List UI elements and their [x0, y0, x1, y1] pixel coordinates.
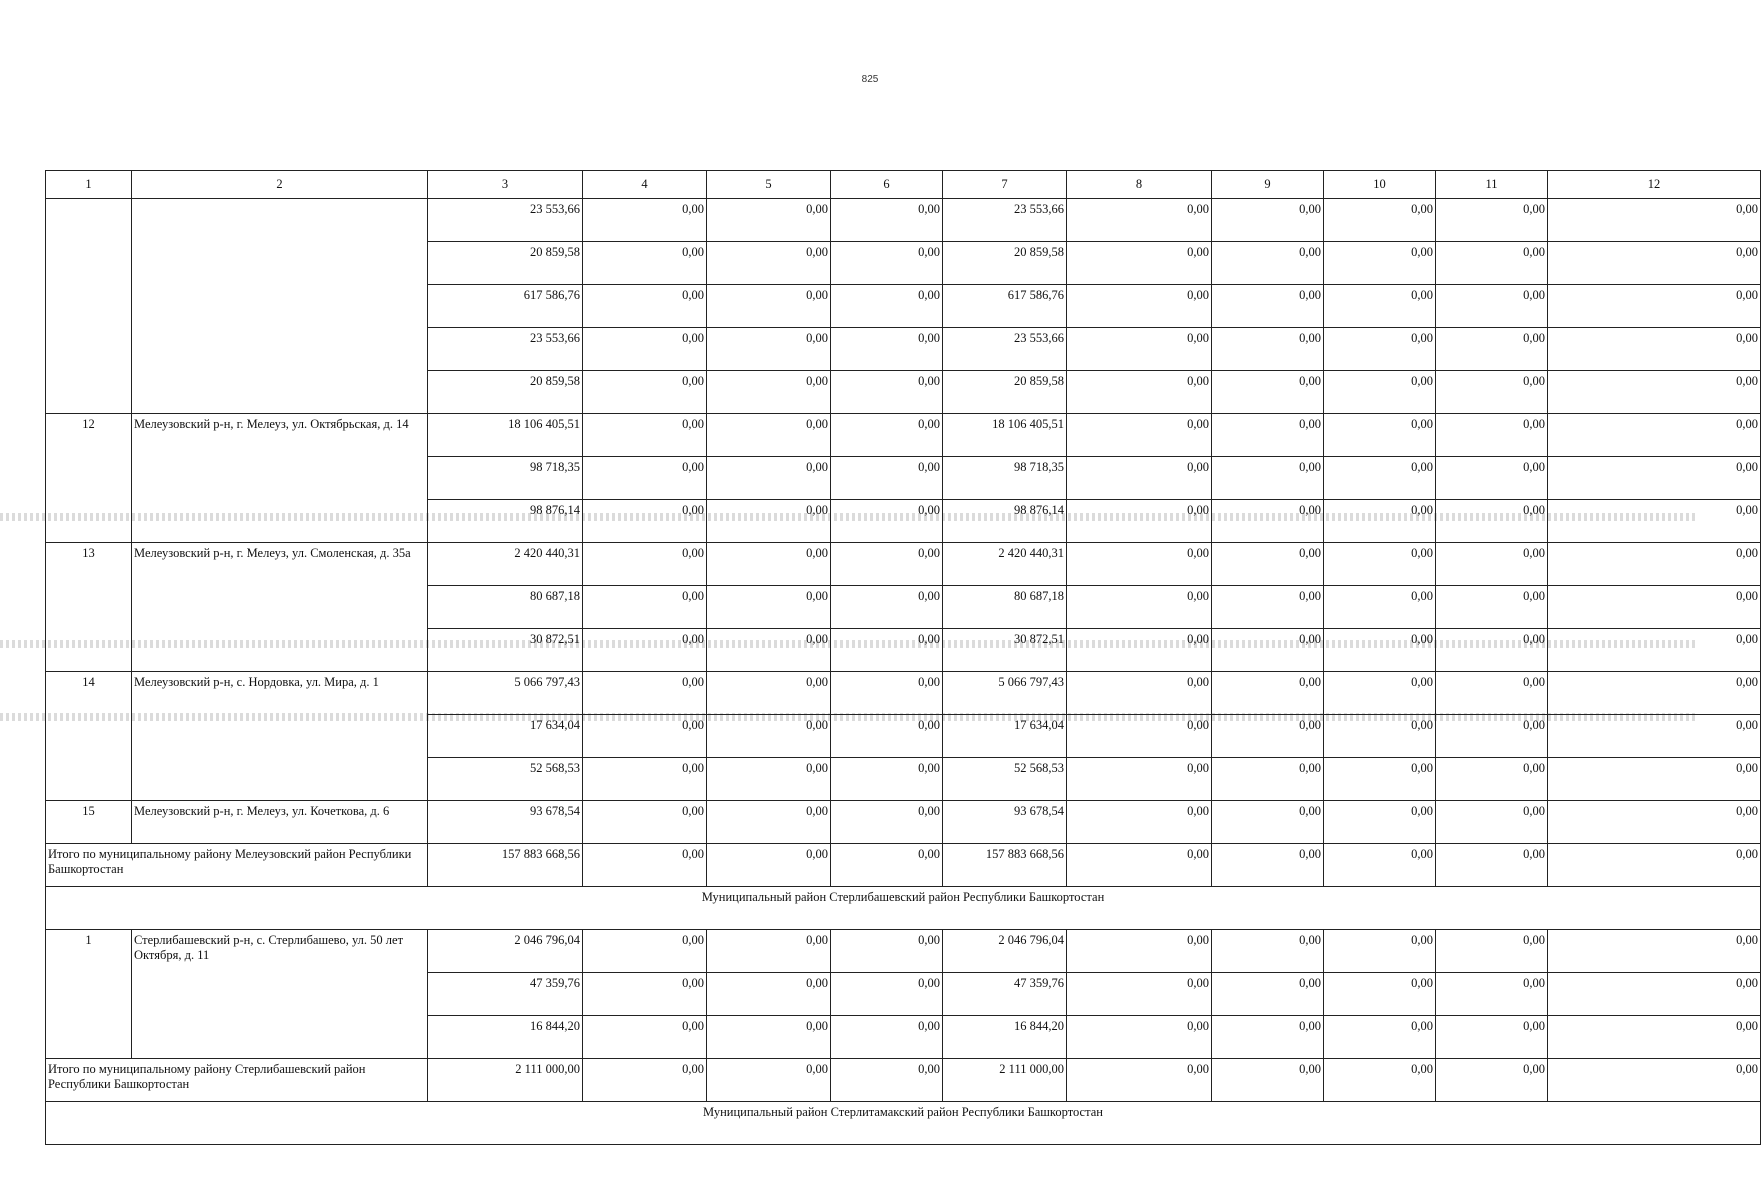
value-cell-col-11: 0,00 — [1436, 801, 1548, 844]
value-cell-col-3: 2 111 000,00 — [428, 1059, 583, 1102]
value-cell-col-4: 0,00 — [583, 371, 707, 414]
value-cell-col-6: 0,00 — [831, 328, 943, 371]
address-cell: Стерлибашевский р-н, с. Стерлибашево, ул. 50 лет Октября, д. 11 — [132, 930, 428, 1059]
value-cell-col-3: 30 872,51 — [428, 629, 583, 672]
column-header-1: 1 — [46, 171, 132, 199]
value-cell-col-6: 0,00 — [831, 930, 943, 973]
value-cell-col-6: 0,00 — [831, 285, 943, 328]
value-cell-col-8: 0,00 — [1067, 371, 1212, 414]
value-cell-col-3: 98 718,35 — [428, 457, 583, 500]
value-cell-col-8: 0,00 — [1067, 973, 1212, 1016]
value-cell-col-8: 0,00 — [1067, 844, 1212, 887]
value-cell-col-3: 98 876,14 — [428, 500, 583, 543]
value-cell-col-8: 0,00 — [1067, 930, 1212, 973]
value-cell-col-8: 0,00 — [1067, 457, 1212, 500]
row-number: 15 — [46, 801, 132, 844]
value-cell-col-7: 2 420 440,31 — [943, 543, 1067, 586]
value-cell-col-12: 0,00 — [1548, 672, 1761, 715]
value-cell-col-9: 0,00 — [1212, 672, 1324, 715]
value-cell-col-8: 0,00 — [1067, 629, 1212, 672]
value-cell-col-12: 0,00 — [1548, 414, 1761, 457]
value-cell-col-6: 0,00 — [831, 629, 943, 672]
value-cell-col-5: 0,00 — [707, 285, 831, 328]
value-cell-col-12: 0,00 — [1548, 371, 1761, 414]
value-cell-col-5: 0,00 — [707, 672, 831, 715]
value-cell-col-3: 16 844,20 — [428, 1016, 583, 1059]
value-cell-col-4: 0,00 — [583, 457, 707, 500]
value-cell-col-12: 0,00 — [1548, 457, 1761, 500]
section-title: Муниципальный район Стерлибашевский район Республики Башкортостан — [46, 887, 1761, 930]
value-cell-col-12: 0,00 — [1548, 715, 1761, 758]
value-cell-col-5: 0,00 — [707, 500, 831, 543]
value-cell-col-6: 0,00 — [831, 543, 943, 586]
value-cell-col-6: 0,00 — [831, 801, 943, 844]
value-cell-col-6: 0,00 — [831, 672, 943, 715]
value-cell-col-10: 0,00 — [1324, 758, 1436, 801]
value-cell-col-4: 0,00 — [583, 586, 707, 629]
value-cell-col-5: 0,00 — [707, 758, 831, 801]
value-cell-col-7: 20 859,58 — [943, 371, 1067, 414]
value-cell-col-9: 0,00 — [1212, 328, 1324, 371]
address-cell: Мелеузовский р-н, г. Мелеуз, ул. Смоленская, д. 35а — [132, 543, 428, 672]
value-cell-col-9: 0,00 — [1212, 930, 1324, 973]
column-header-4: 4 — [583, 171, 707, 199]
value-cell-col-10: 0,00 — [1324, 930, 1436, 973]
value-cell-col-9: 0,00 — [1212, 457, 1324, 500]
value-cell-col-3: 5 066 797,43 — [428, 672, 583, 715]
value-cell-col-10: 0,00 — [1324, 285, 1436, 328]
value-cell-col-6: 0,00 — [831, 1059, 943, 1102]
value-cell-col-9: 0,00 — [1212, 844, 1324, 887]
value-cell-col-11: 0,00 — [1436, 758, 1548, 801]
value-cell-col-6: 0,00 — [831, 371, 943, 414]
value-cell-col-8: 0,00 — [1067, 1016, 1212, 1059]
value-cell-col-11: 0,00 — [1436, 973, 1548, 1016]
value-cell-col-5: 0,00 — [707, 844, 831, 887]
value-cell-col-7: 157 883 668,56 — [943, 844, 1067, 887]
value-cell-col-7: 23 553,66 — [943, 199, 1067, 242]
value-cell-col-5: 0,00 — [707, 586, 831, 629]
value-cell-col-8: 0,00 — [1067, 715, 1212, 758]
value-cell-col-12: 0,00 — [1548, 1059, 1761, 1102]
value-cell-col-7: 23 553,66 — [943, 328, 1067, 371]
value-cell-col-11: 0,00 — [1436, 414, 1548, 457]
value-cell-col-11: 0,00 — [1436, 457, 1548, 500]
value-cell-col-10: 0,00 — [1324, 629, 1436, 672]
value-cell-col-11: 0,00 — [1436, 543, 1548, 586]
value-cell-col-5: 0,00 — [707, 242, 831, 285]
value-cell-col-7: 80 687,18 — [943, 586, 1067, 629]
value-cell-col-6: 0,00 — [831, 242, 943, 285]
value-cell-col-10: 0,00 — [1324, 586, 1436, 629]
section-title: Муниципальный район Стерлитамакский район Республики Башкортостан — [46, 1102, 1761, 1145]
value-cell-col-4: 0,00 — [583, 1016, 707, 1059]
value-cell-col-9: 0,00 — [1212, 1016, 1324, 1059]
value-cell-col-4: 0,00 — [583, 758, 707, 801]
value-cell-col-8: 0,00 — [1067, 328, 1212, 371]
value-cell-col-10: 0,00 — [1324, 973, 1436, 1016]
value-cell-col-9: 0,00 — [1212, 500, 1324, 543]
value-cell-col-11: 0,00 — [1436, 328, 1548, 371]
value-cell-col-9: 0,00 — [1212, 586, 1324, 629]
value-cell-col-12: 0,00 — [1548, 586, 1761, 629]
value-cell-col-12: 0,00 — [1548, 801, 1761, 844]
value-cell-col-8: 0,00 — [1067, 672, 1212, 715]
section-header-row — [46, 1102, 1761, 1145]
total-label: Итого по муниципальному району Мелеузовский район Республики Башкортостан — [46, 844, 428, 887]
value-cell-col-6: 0,00 — [831, 500, 943, 543]
value-cell-col-6: 0,00 — [831, 414, 943, 457]
value-cell-col-11: 0,00 — [1436, 586, 1548, 629]
value-cell-col-4: 0,00 — [583, 543, 707, 586]
value-cell-col-11: 0,00 — [1436, 242, 1548, 285]
value-cell-col-9: 0,00 — [1212, 543, 1324, 586]
value-cell-col-4: 0,00 — [583, 414, 707, 457]
value-cell-col-7: 98 718,35 — [943, 457, 1067, 500]
value-cell-col-7: 93 678,54 — [943, 801, 1067, 844]
value-cell-col-4: 0,00 — [583, 715, 707, 758]
value-cell-col-5: 0,00 — [707, 457, 831, 500]
value-cell-col-10: 0,00 — [1324, 844, 1436, 887]
value-cell-col-6: 0,00 — [831, 586, 943, 629]
total-label: Итого по муниципальному району Стерлибашевский район Республики Башкортостан — [46, 1059, 428, 1102]
value-cell-col-8: 0,00 — [1067, 414, 1212, 457]
value-cell-col-10: 0,00 — [1324, 371, 1436, 414]
value-cell-col-7: 30 872,51 — [943, 629, 1067, 672]
value-cell-col-4: 0,00 — [583, 328, 707, 371]
column-header-7: 7 — [943, 171, 1067, 199]
column-header-11: 11 — [1436, 171, 1548, 199]
value-cell-col-3: 20 859,58 — [428, 242, 583, 285]
value-cell-col-8: 0,00 — [1067, 500, 1212, 543]
value-cell-col-4: 0,00 — [583, 629, 707, 672]
value-cell-col-11: 0,00 — [1436, 199, 1548, 242]
address-cell: Мелеузовский р-н, с. Нордовка, ул. Мира, д. 1 — [132, 672, 428, 801]
value-cell-col-10: 0,00 — [1324, 543, 1436, 586]
budget-table — [45, 170, 1761, 1145]
value-cell-col-9: 0,00 — [1212, 199, 1324, 242]
value-cell-col-4: 0,00 — [583, 844, 707, 887]
value-cell-col-11: 0,00 — [1436, 629, 1548, 672]
value-cell-col-9: 0,00 — [1212, 242, 1324, 285]
address-cell — [132, 199, 428, 414]
value-cell-col-3: 23 553,66 — [428, 328, 583, 371]
value-cell-col-8: 0,00 — [1067, 758, 1212, 801]
total-row — [46, 844, 1761, 887]
value-cell-col-3: 2 420 440,31 — [428, 543, 583, 586]
section-header-row — [46, 887, 1761, 930]
value-cell-col-11: 0,00 — [1436, 285, 1548, 328]
value-cell-col-4: 0,00 — [583, 500, 707, 543]
value-cell-col-8: 0,00 — [1067, 242, 1212, 285]
value-cell-col-4: 0,00 — [583, 242, 707, 285]
value-cell-col-9: 0,00 — [1212, 371, 1324, 414]
value-cell-col-5: 0,00 — [707, 629, 831, 672]
value-cell-col-12: 0,00 — [1548, 1016, 1761, 1059]
value-cell-col-10: 0,00 — [1324, 500, 1436, 543]
value-cell-col-7: 98 876,14 — [943, 500, 1067, 543]
value-cell-col-5: 0,00 — [707, 414, 831, 457]
value-cell-col-5: 0,00 — [707, 1016, 831, 1059]
value-cell-col-11: 0,00 — [1436, 844, 1548, 887]
table-row — [46, 672, 1761, 715]
table-row — [46, 199, 1761, 242]
column-header-10: 10 — [1324, 171, 1436, 199]
table-body — [46, 199, 1761, 1145]
value-cell-col-4: 0,00 — [583, 672, 707, 715]
value-cell-col-3: 17 634,04 — [428, 715, 583, 758]
value-cell-col-12: 0,00 — [1548, 930, 1761, 973]
value-cell-col-5: 0,00 — [707, 328, 831, 371]
value-cell-col-10: 0,00 — [1324, 801, 1436, 844]
column-header-2: 2 — [132, 171, 428, 199]
value-cell-col-6: 0,00 — [831, 758, 943, 801]
value-cell-col-4: 0,00 — [583, 199, 707, 242]
value-cell-col-12: 0,00 — [1548, 285, 1761, 328]
value-cell-col-11: 0,00 — [1436, 715, 1548, 758]
value-cell-col-11: 0,00 — [1436, 672, 1548, 715]
value-cell-col-5: 0,00 — [707, 543, 831, 586]
value-cell-col-4: 0,00 — [583, 285, 707, 328]
value-cell-col-10: 0,00 — [1324, 1059, 1436, 1102]
value-cell-col-7: 2 111 000,00 — [943, 1059, 1067, 1102]
value-cell-col-5: 0,00 — [707, 930, 831, 973]
value-cell-col-10: 0,00 — [1324, 414, 1436, 457]
value-cell-col-4: 0,00 — [583, 1059, 707, 1102]
value-cell-col-8: 0,00 — [1067, 1059, 1212, 1102]
value-cell-col-10: 0,00 — [1324, 1016, 1436, 1059]
value-cell-col-7: 47 359,76 — [943, 973, 1067, 1016]
value-cell-col-9: 0,00 — [1212, 758, 1324, 801]
value-cell-col-7: 20 859,58 — [943, 242, 1067, 285]
row-number: 13 — [46, 543, 132, 672]
table-row — [46, 543, 1761, 586]
table-row — [46, 414, 1761, 457]
value-cell-col-7: 5 066 797,43 — [943, 672, 1067, 715]
table-row — [46, 930, 1761, 973]
budget-table-container — [45, 170, 1758, 1145]
value-cell-col-3: 157 883 668,56 — [428, 844, 583, 887]
value-cell-col-10: 0,00 — [1324, 242, 1436, 285]
value-cell-col-12: 0,00 — [1548, 758, 1761, 801]
value-cell-col-9: 0,00 — [1212, 629, 1324, 672]
value-cell-col-12: 0,00 — [1548, 844, 1761, 887]
page-number: 825 — [861, 74, 879, 85]
row-number: 14 — [46, 672, 132, 801]
value-cell-col-6: 0,00 — [831, 844, 943, 887]
value-cell-col-3: 617 586,76 — [428, 285, 583, 328]
value-cell-col-9: 0,00 — [1212, 414, 1324, 457]
address-cell: Мелеузовский р-н, г. Мелеуз, ул. Кочеткова, д. 6 — [132, 801, 428, 844]
value-cell-col-3: 93 678,54 — [428, 801, 583, 844]
address-cell: Мелеузовский р-н, г. Мелеуз, ул. Октябрьская, д. 14 — [132, 414, 428, 543]
value-cell-col-7: 52 568,53 — [943, 758, 1067, 801]
value-cell-col-12: 0,00 — [1548, 500, 1761, 543]
value-cell-col-6: 0,00 — [831, 1016, 943, 1059]
value-cell-col-7: 18 106 405,51 — [943, 414, 1067, 457]
value-cell-col-12: 0,00 — [1548, 543, 1761, 586]
value-cell-col-10: 0,00 — [1324, 715, 1436, 758]
value-cell-col-9: 0,00 — [1212, 285, 1324, 328]
value-cell-col-5: 0,00 — [707, 801, 831, 844]
value-cell-col-12: 0,00 — [1548, 328, 1761, 371]
value-cell-col-8: 0,00 — [1067, 199, 1212, 242]
value-cell-col-10: 0,00 — [1324, 328, 1436, 371]
value-cell-col-3: 47 359,76 — [428, 973, 583, 1016]
value-cell-col-8: 0,00 — [1067, 801, 1212, 844]
value-cell-col-7: 16 844,20 — [943, 1016, 1067, 1059]
column-header-8: 8 — [1067, 171, 1212, 199]
value-cell-col-7: 2 046 796,04 — [943, 930, 1067, 973]
value-cell-col-6: 0,00 — [831, 457, 943, 500]
value-cell-col-11: 0,00 — [1436, 1016, 1548, 1059]
column-header-12: 12 — [1548, 171, 1761, 199]
value-cell-col-11: 0,00 — [1436, 371, 1548, 414]
value-cell-col-4: 0,00 — [583, 801, 707, 844]
value-cell-col-3: 52 568,53 — [428, 758, 583, 801]
value-cell-col-12: 0,00 — [1548, 199, 1761, 242]
value-cell-col-6: 0,00 — [831, 199, 943, 242]
value-cell-col-10: 0,00 — [1324, 672, 1436, 715]
value-cell-col-5: 0,00 — [707, 371, 831, 414]
row-number — [46, 199, 132, 414]
column-header-3: 3 — [428, 171, 583, 199]
header-row — [46, 171, 1761, 199]
value-cell-col-6: 0,00 — [831, 973, 943, 1016]
value-cell-col-8: 0,00 — [1067, 543, 1212, 586]
column-header-9: 9 — [1212, 171, 1324, 199]
column-header-5: 5 — [707, 171, 831, 199]
table-row — [46, 801, 1761, 844]
value-cell-col-3: 80 687,18 — [428, 586, 583, 629]
value-cell-col-12: 0,00 — [1548, 973, 1761, 1016]
value-cell-col-9: 0,00 — [1212, 973, 1324, 1016]
value-cell-col-4: 0,00 — [583, 930, 707, 973]
value-cell-col-5: 0,00 — [707, 199, 831, 242]
value-cell-col-10: 0,00 — [1324, 457, 1436, 500]
value-cell-col-8: 0,00 — [1067, 285, 1212, 328]
value-cell-col-3: 20 859,58 — [428, 371, 583, 414]
value-cell-col-11: 0,00 — [1436, 1059, 1548, 1102]
value-cell-col-7: 17 634,04 — [943, 715, 1067, 758]
value-cell-col-9: 0,00 — [1212, 1059, 1324, 1102]
value-cell-col-12: 0,00 — [1548, 242, 1761, 285]
column-header-6: 6 — [831, 171, 943, 199]
value-cell-col-4: 0,00 — [583, 973, 707, 1016]
value-cell-col-9: 0,00 — [1212, 801, 1324, 844]
value-cell-col-10: 0,00 — [1324, 199, 1436, 242]
value-cell-col-11: 0,00 — [1436, 930, 1548, 973]
value-cell-col-7: 617 586,76 — [943, 285, 1067, 328]
value-cell-col-9: 0,00 — [1212, 715, 1324, 758]
value-cell-col-5: 0,00 — [707, 1059, 831, 1102]
total-row — [46, 1059, 1761, 1102]
value-cell-col-5: 0,00 — [707, 715, 831, 758]
value-cell-col-8: 0,00 — [1067, 586, 1212, 629]
value-cell-col-6: 0,00 — [831, 715, 943, 758]
value-cell-col-12: 0,00 — [1548, 629, 1761, 672]
value-cell-col-5: 0,00 — [707, 973, 831, 1016]
value-cell-col-3: 2 046 796,04 — [428, 930, 583, 973]
value-cell-col-11: 0,00 — [1436, 500, 1548, 543]
row-number: 1 — [46, 930, 132, 1059]
value-cell-col-3: 23 553,66 — [428, 199, 583, 242]
value-cell-col-3: 18 106 405,51 — [428, 414, 583, 457]
row-number: 12 — [46, 414, 132, 543]
